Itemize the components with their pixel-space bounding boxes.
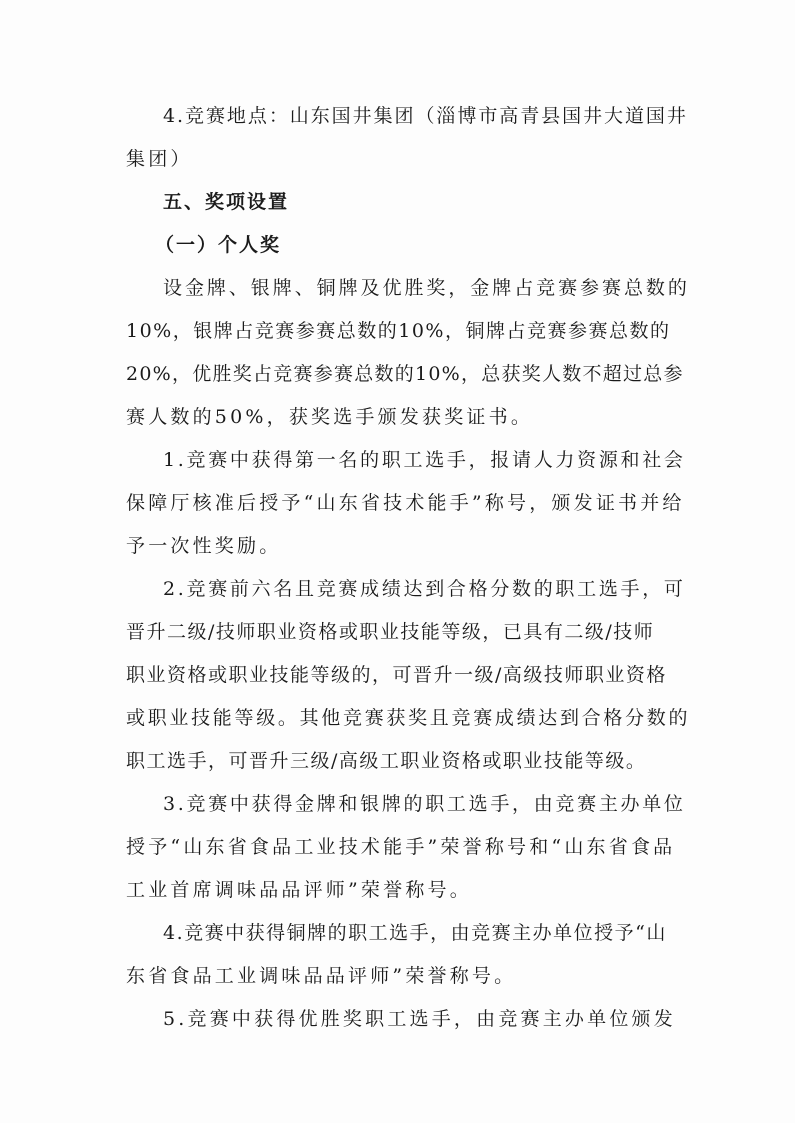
paragraph-line: 职工选手，可晋升三级/高级工职业资格或职业技能等级。 [126,750,647,772]
paragraph-line: 赛人数的50%，获奖选手颁发获奖证书。 [126,406,534,428]
paragraph-line: 予一次性奖励。 [126,535,282,557]
paragraph-line: 东省食品工业调味品品评师”荣誉称号。 [126,965,517,987]
paragraph-line: 20%，优胜奖占竞赛参赛总数的10%，总获奖人数不超过总参 [126,363,684,385]
paragraph-line: 4.竞赛中获得铜牌的职工选手，由竞赛主办单位授予“山 [163,922,667,944]
subsection-heading: （一）个人奖 [155,234,282,256]
paragraph-line: 2.竞赛前六名且竞赛成绩达到合格分数的职工选手，可 [163,578,686,600]
paragraph-line: 10%，银牌占竞赛参赛总数的10%，铜牌占竞赛参赛总数的 [126,320,671,342]
paragraph-line: 晋升二级/技师职业资格或职业技能等级，已具有二级/技师 [126,621,655,643]
paragraph-line: 工业首席调味品品评师”荣誉称号。 [126,879,472,901]
paragraph-line: 或职业技能等级。其他竞赛获奖且竞赛成绩达到合格分数的 [126,707,691,729]
paragraph-line: 4.竞赛地点：山东国井集团（淄博市高青县国井大道国井 [163,105,688,127]
paragraph-line: 1.竞赛中获得第一名的职工选手，报请人力资源和社会 [163,449,686,471]
paragraph-line: 授予“山东省食品工业技术能手”荣誉称号和“山东省食品 [126,836,676,858]
paragraph-line: 职业资格或职业技能等级的，可晋升一级/高级技师职业资格 [126,664,667,686]
section-heading: 五、奖项设置 [163,191,290,213]
paragraph-line: 5.竞赛中获得优胜奖职工选手，由竞赛主办单位颁发 [163,1008,676,1030]
paragraph-line: 设金牌、银牌、铜牌及优胜奖，金牌占竞赛参赛总数的 [163,277,690,299]
paragraph-line: 3.竞赛中获得金牌和银牌的职工选手，由竞赛主办单位 [163,793,686,815]
paragraph-line: 集团） [126,148,193,170]
paragraph-line: 保障厅核准后授予“山东省技术能手”称号，颁发证书并给 [126,492,685,514]
